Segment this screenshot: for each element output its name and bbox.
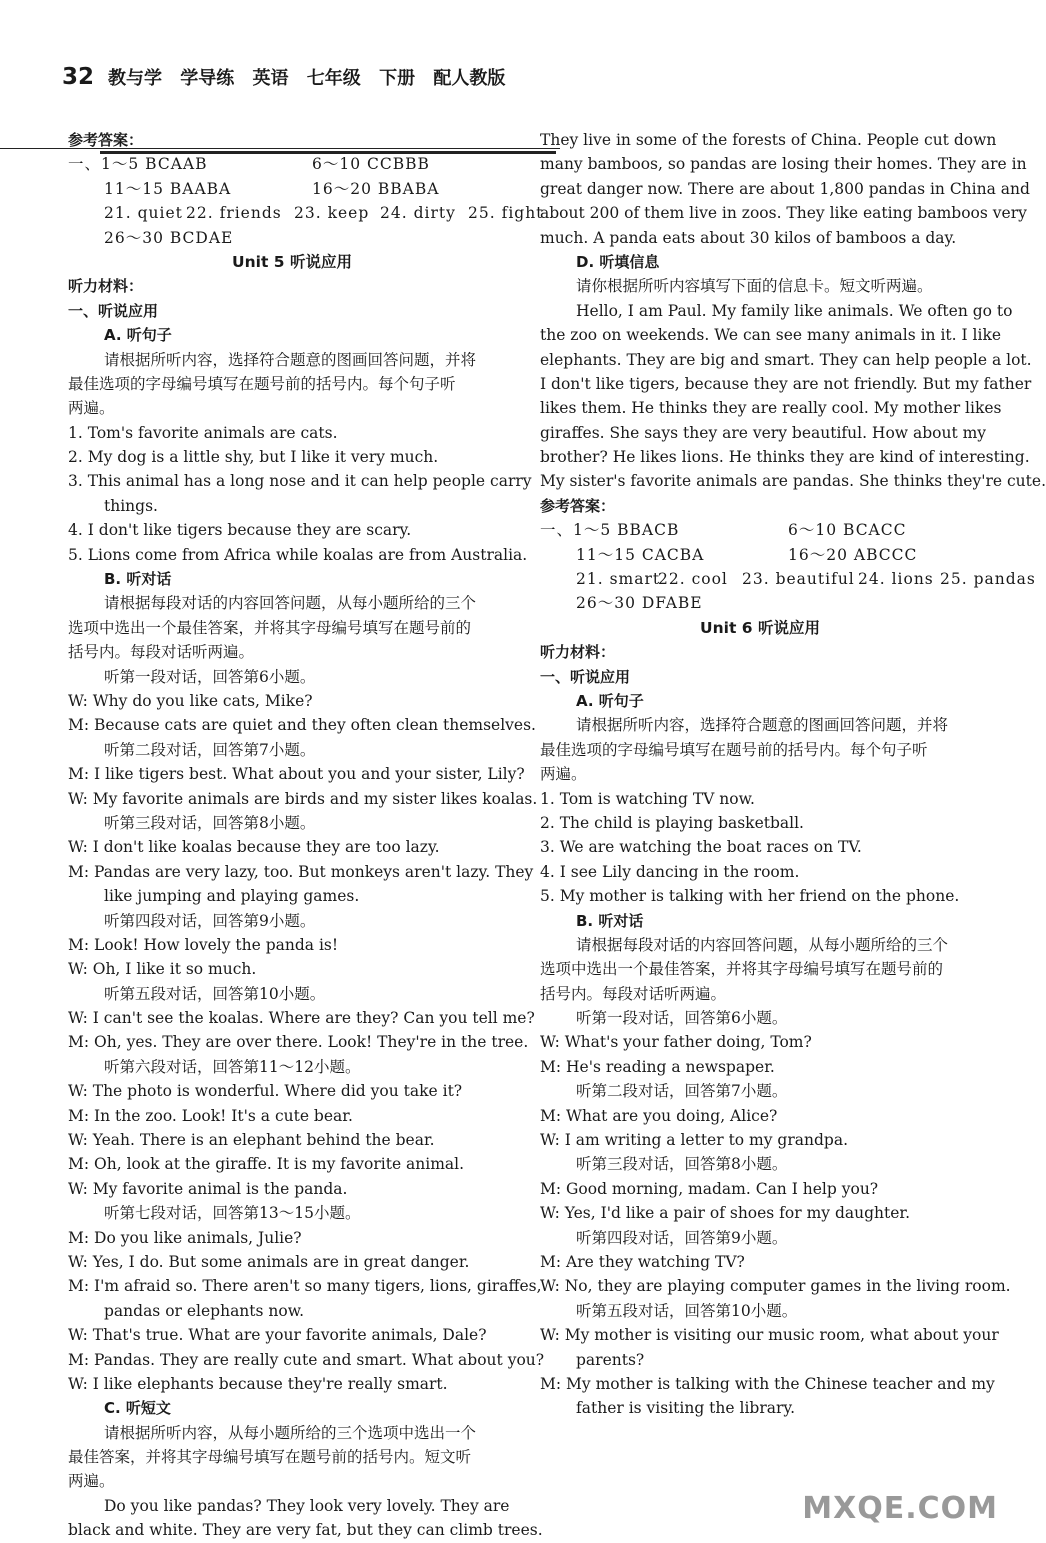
text-line: 最佳答案，并将其字母编号填写在题号前的括号内。短文听 (68, 1448, 472, 1467)
text-line: 3. We are watching the boat races on TV. (540, 838, 862, 857)
text-line: W: My favorite animal is the panda. (68, 1179, 348, 1198)
text-line: 最佳选项的字母编号填写在题号前的括号内。每个句子听 (540, 740, 928, 759)
text-line: black and white. They are very fat, but they can climb trees. (68, 1521, 543, 1540)
text-line: 听第二段对话，回答第7小题。 (104, 740, 316, 759)
answer-item: 16～20 ABCCC (788, 545, 918, 564)
answer-row (68, 201, 544, 225)
text-line: things. (104, 496, 158, 515)
section-heading: 参考答案： (68, 131, 144, 149)
text-line: M: I'm afraid so. There aren't so many tigers, lions, giraffes, (68, 1277, 542, 1296)
answer-item: 6～10 BCACC (788, 521, 907, 540)
text-line: 选项中选出一个最佳答案，并将其字母编号填写在题号前的 (540, 960, 944, 979)
text-line: Do you like pandas? They look very lovely. They are (104, 1496, 510, 1515)
text-line: W: Why do you like cats, Mike? (68, 691, 313, 710)
text-line: 请你根据所听内容填写下面的信息卡。短文听两遍。 (576, 277, 933, 296)
text-line: M: Oh, yes. They are over there. Look! They're in the tree. (68, 1033, 529, 1052)
answer-item: 23. beautiful (742, 570, 855, 589)
text-line: elephants. They are big and smart. They can help people a lot. (540, 350, 1032, 369)
text-line: M: What are you doing, Alice? (540, 1106, 778, 1125)
answer-item: 一、1～5 BCAAB (68, 155, 208, 174)
text-line: many bamboos, so pandas are losing their homes. They are in (540, 155, 1027, 174)
book-title: 教与学 学导练 英语 七年级 下册 配人教版 (108, 68, 506, 89)
text-line: likes them. He thinks they are really cool. My mother likes (540, 399, 1002, 418)
answer-item: 21. smart (576, 570, 661, 589)
text-line: 最佳选项的字母编号填写在题号前的括号内。每个句子听 (68, 374, 456, 393)
answer-row (68, 226, 516, 250)
text-line: 听第二段对话，回答第7小题。 (576, 1082, 788, 1101)
text-line: 请根据每段对话的内容回答问题，从每小题所给的三个 (576, 935, 949, 954)
answer-row (540, 591, 980, 615)
answer-item: 25. pandas (940, 570, 1036, 589)
watermark-logo: MXQE.COM (802, 1491, 998, 1526)
text-line: W: The photo is wonderful. Where did you take it? (68, 1082, 463, 1101)
text-line: W: Oh, I like it so much. (68, 960, 257, 979)
answer-item: 24. lions (858, 570, 934, 589)
text-line: I don't like tigers, because they are not friendly. But my father (540, 374, 1032, 393)
section-heading: 听力材料： (540, 643, 616, 662)
subsection-heading: B. 听对话 (576, 911, 644, 930)
text-line: like jumping and playing games. (104, 887, 360, 906)
section-heading: 一、听说应用 (540, 667, 631, 686)
subsection-heading: A. 听句子 (576, 691, 644, 710)
answer-item: 6～10 CCBBB (312, 155, 430, 174)
unit-title: Unit 5 听说应用 (232, 252, 352, 271)
text-line: giraffes. She says they are very beautiful. How about my (540, 423, 987, 442)
text-line: 听第六段对话，回答第11～12小题。 (104, 1057, 361, 1076)
text-line: M: My mother is talking with the Chinese teacher and my (540, 1374, 995, 1393)
right-column (540, 128, 1046, 1421)
text-line: 两遍。 (68, 1472, 115, 1491)
text-line: 请根据所听内容，从每小题所给的三个选项中选出一个 (104, 1423, 477, 1442)
subsection-heading: B. 听对话 (104, 570, 172, 589)
text-line: 听第七段对话，回答第13～15小题。 (104, 1204, 361, 1223)
answer-item: 11～15 BAABA (104, 179, 232, 198)
text-line: M: Are they watching TV? (540, 1252, 745, 1271)
text-line: much. A panda eats about 30 kilos of bamboos a day. (540, 228, 957, 247)
text-line: W: My favorite animals are birds and my sister likes koalas. (68, 789, 538, 808)
text-line: 请根据所听内容，选择符合题意的图画回答问题，并将 (104, 350, 477, 369)
unit-title: Unit 6 听说应用 (700, 618, 820, 637)
text-line: M: I like tigers best. What about you and your sister, Lily? (68, 765, 525, 784)
subsection-heading: A. 听句子 (104, 326, 172, 345)
answer-row (540, 518, 980, 542)
text-line: 5. My mother is talking with her friend on the phone. (540, 887, 960, 906)
left-column (68, 128, 545, 1543)
text-line: W: I am writing a letter to my grandpa. (540, 1131, 849, 1150)
answer-item: 23. keep (294, 204, 370, 223)
text-line: M: Pandas. They are really cute and smart. What about you? (68, 1350, 545, 1369)
answer-item: 25. fight (468, 204, 544, 223)
section-heading: 一、听说应用 (68, 301, 159, 320)
text-line: They live in some of the forests of China. People cut down (540, 131, 997, 149)
answer-row (540, 543, 980, 567)
page-number: 32 (62, 64, 95, 90)
text-line: 选项中选出一个最佳答案，并将其字母编号填写在题号前的 (68, 618, 472, 637)
text-line: W: I like elephants because they're really smart. (68, 1374, 448, 1393)
text-line: pandas or elephants now. (104, 1301, 305, 1320)
text-line: Hello, I am Paul. My family like animals. We often go to (576, 301, 1013, 320)
text-line: W: Yes, I do. But some animals are in great danger. (68, 1252, 470, 1271)
text-line: 请根据所听内容，选择符合题意的图画回答问题，并将 (576, 716, 949, 735)
text-line: 两遍。 (68, 399, 115, 418)
text-line: 1. Tom's favorite animals are cats. (68, 423, 338, 442)
text-line: M: Pandas are very lazy, too. But monkeys aren't lazy. They (68, 862, 534, 881)
text-line: about 200 of them live in zoos. They like eating bamboos very (540, 204, 1027, 223)
section-heading: 参考答案： (540, 496, 616, 515)
text-line: 听第一段对话，回答第6小题。 (104, 667, 316, 686)
text-line: W: That's true. What are your favorite animals, Dale? (68, 1326, 487, 1345)
text-line: 括号内。每段对话听两遍。 (540, 984, 727, 1003)
text-line: 听第一段对话，回答第6小题。 (576, 1009, 788, 1028)
text-line: M: Oh, look at the giraffe. It is my favorite animal. (68, 1155, 465, 1174)
text-line: brother? He likes lions. He thinks they are kind of interesting. (540, 448, 1030, 467)
text-line: 4. I don't like tigers because they are scary. (68, 521, 412, 540)
text-line: M: In the zoo. Look! It's a cute bear. (68, 1106, 353, 1125)
text-line: 听第五段对话，回答第10小题。 (104, 984, 326, 1003)
answer-item: 16～20 BBABA (312, 179, 440, 198)
text-line: M: He's reading a newspaper. (540, 1057, 775, 1076)
answer-item: 26～30 DFABE (576, 594, 703, 613)
text-line: W: I can't see the koalas. Where are they? Can you tell me? (68, 1009, 535, 1028)
text-line: 括号内。每段对话听两遍。 (68, 643, 255, 662)
text-line: M: Good morning, madam. Can I help you? (540, 1179, 879, 1198)
text-line: W: Yes, I'd like a pair of shoes for my daughter. (540, 1204, 911, 1223)
text-line: 2. My dog is a little shy, but I like it very much. (68, 448, 439, 467)
text-line: M: Look! How lovely the panda is! (68, 935, 339, 954)
page-header (0, 58, 560, 98)
text-line: 1. Tom is watching TV now. (540, 789, 755, 808)
section-heading: 听力材料： (68, 277, 144, 296)
text-line: 请根据每段对话的内容回答问题，从每小题所给的三个 (104, 594, 477, 613)
text-line: 听第四段对话，回答第9小题。 (576, 1228, 788, 1247)
answer-item: 24. dirty (380, 204, 456, 223)
text-line: W: What's your father doing, Tom? (540, 1033, 812, 1052)
text-line: W: I don't like koalas because they are too lazy. (68, 838, 440, 857)
text-line: M: Because cats are quiet and they often clean themselves. (68, 716, 536, 735)
text-line: W: My mother is visiting our music room, what about your (540, 1326, 999, 1345)
subsection-heading: D. 听填信息 (576, 252, 660, 271)
text-line: 3. This animal has a long nose and it can help people carry (68, 472, 532, 491)
answer-item: 22. friends (186, 204, 282, 223)
text-line: 2. The child is playing basketball. (540, 813, 804, 832)
text-line: 两遍。 (540, 765, 587, 784)
text-line: the zoo on weekends. We can see many animals in it. I like (540, 326, 1002, 345)
answer-item: 21. quiet (104, 204, 183, 223)
text-line: parents? (576, 1350, 645, 1369)
text-line: My sister's favorite animals are pandas. She thinks they're cute. (540, 472, 1046, 491)
text-line: W: Yeah. There is an elephant behind the bear. (68, 1131, 435, 1150)
text-line: M: Do you like animals, Julie? (68, 1228, 302, 1247)
answer-row (68, 152, 516, 176)
answer-row (68, 177, 516, 201)
text-line: 4. I see Lily dancing in the room. (540, 862, 800, 881)
text-line: W: No, they are playing computer games in the living room. (540, 1277, 1011, 1296)
text-line: 听第三段对话，回答第8小题。 (576, 1155, 788, 1174)
answer-item: 22. cool (658, 570, 728, 589)
answer-item: 11～15 CACBA (576, 545, 705, 564)
text-line: 5. Lions come from Africa while koalas are from Australia. (68, 545, 528, 564)
text-line: 听第五段对话，回答第10小题。 (576, 1301, 798, 1320)
answer-item: 一、1～5 BBACB (540, 521, 680, 540)
answer-item: 26～30 BCDAE (104, 228, 234, 247)
text-line: 听第三段对话，回答第8小题。 (104, 813, 316, 832)
text-line: father is visiting the library. (576, 1399, 796, 1418)
text-line: great danger now. There are about 1,800 pandas in China and (540, 179, 1030, 198)
subsection-heading: C. 听短文 (104, 1399, 171, 1418)
answer-row (540, 567, 1036, 591)
text-line: 听第四段对话，回答第9小题。 (104, 911, 316, 930)
